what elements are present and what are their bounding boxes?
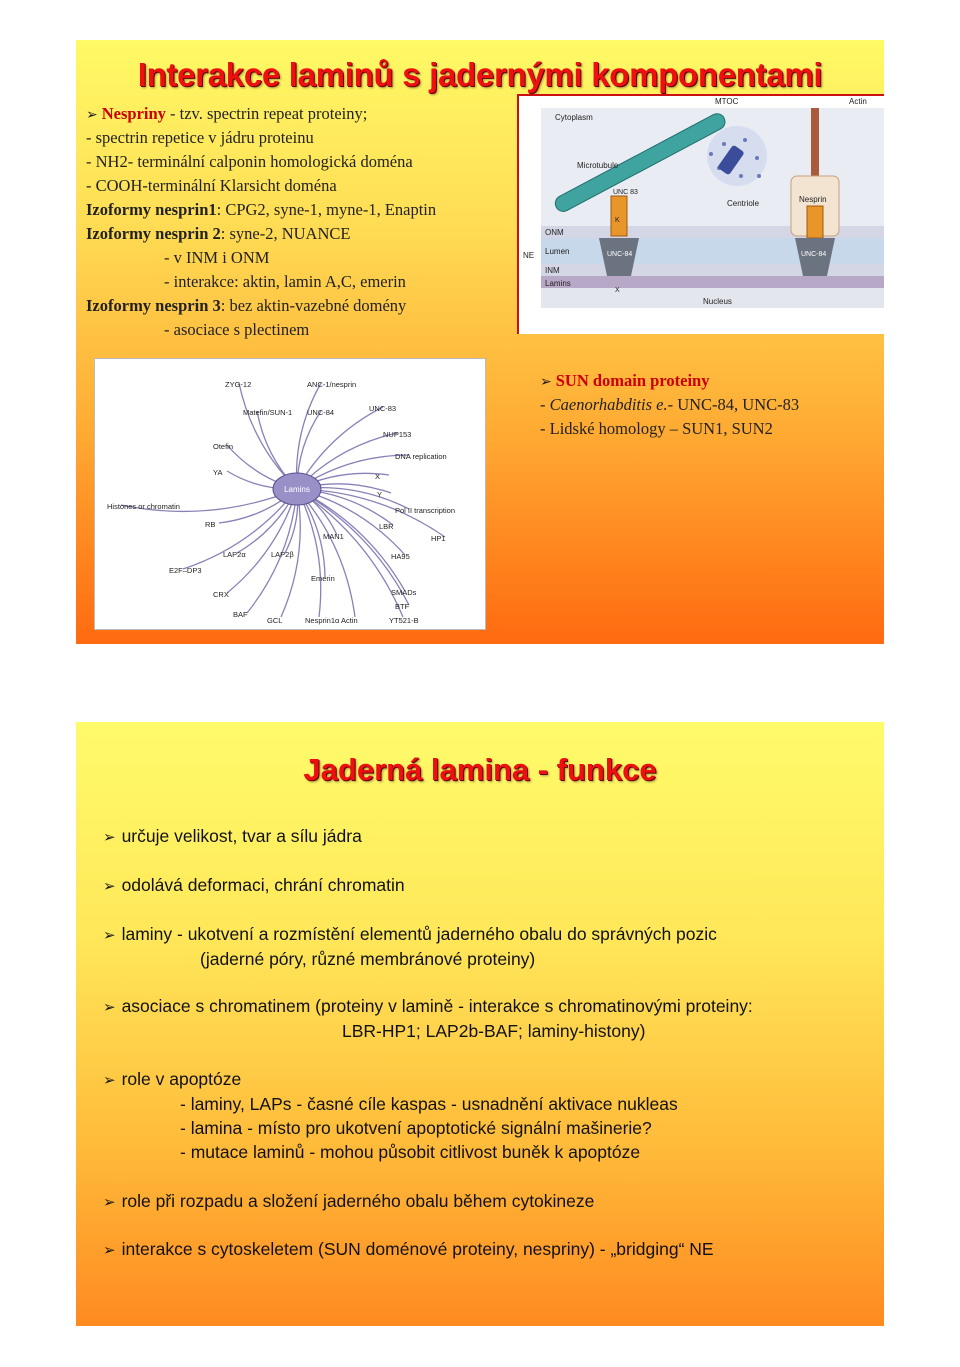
network-node-label: ANC-1/nesprin	[307, 380, 357, 389]
bullet-item	[103, 877, 405, 895]
arrow-bullet-icon: ➢	[103, 828, 116, 846]
label-unc84: UNC-84	[607, 251, 633, 258]
slide-2	[76, 722, 884, 1326]
network-node-label: X	[375, 472, 381, 481]
isoform3-line	[86, 298, 406, 315]
network-node-label: Matefin/SUN-1	[243, 408, 293, 417]
isoform1-line	[86, 202, 436, 219]
bullet-sub-text: - laminy, LAPs - časné cíle kaspas - usnadnění aktivace nukleas	[180, 1094, 678, 1114]
arrow-bullet-icon: ➢	[103, 1241, 116, 1259]
network-node-label: UNC-83	[369, 404, 397, 413]
network-node-label: CRX	[213, 590, 229, 599]
isoform3-text: : bez aktin-vazebné domény	[220, 296, 407, 315]
network-node-label: ZYG-12	[225, 380, 252, 389]
bullet-item	[103, 998, 753, 1016]
text-line: - COOH-terminální Klarsicht doména	[86, 176, 337, 195]
sun-species: Caenorhabditis e.	[549, 395, 668, 414]
arrow-bullet-icon: ➢	[103, 1193, 116, 1211]
network-node-label: Pol II transcription	[395, 506, 456, 515]
label-nucleus: Nucleus	[703, 297, 732, 306]
inm-membrane	[541, 264, 884, 276]
isoform1-label: Izoformy nesprin1	[86, 200, 217, 219]
label-inm: INM	[545, 266, 560, 275]
label-nesprin: Nesprin	[799, 195, 827, 204]
label-centriole: Centriole	[727, 199, 760, 208]
network-node-label: SMADs	[391, 588, 417, 597]
bullet-text: interakce s cytoskeletem (SUN doménové proteiny, nespriny) - „bridging“ NE	[121, 1239, 714, 1259]
label-ne: NE	[523, 251, 535, 260]
bullet-item	[103, 828, 362, 846]
network-node-label: Nesprin1α	[305, 616, 340, 625]
network-node-label: Histones or chromatin	[107, 502, 180, 511]
network-node-label: E2F–DP3	[169, 566, 202, 575]
sun-heading-line	[540, 373, 709, 390]
network-node-label: GCL	[267, 616, 283, 625]
label-microtubule: Microtubule	[577, 161, 619, 170]
network-node-label: LAP2α	[223, 550, 246, 559]
network-node-label: YA	[213, 468, 223, 477]
nespriny-term: Nespriny	[101, 104, 166, 123]
lamins-center-label: Lamins	[284, 485, 310, 494]
network-node-label: UNC-84	[307, 408, 335, 417]
lamin-interaction-network	[94, 358, 486, 630]
arrow-bullet-icon: ➢	[540, 374, 552, 390]
label-lumen: Lumen	[545, 247, 570, 256]
lamin-network-svg	[95, 359, 485, 629]
text-line: - NH2- terminální calponin homologická doména	[86, 152, 413, 171]
label-x: X	[615, 287, 620, 294]
isoform1-text: : CPG2, syne-1, myne-1, Enaptin	[216, 200, 437, 219]
network-node-label: BAF	[233, 610, 248, 619]
network-node-label: HA95	[391, 552, 410, 561]
label-unc83: UNC 83	[613, 189, 638, 196]
slide-1	[76, 40, 884, 644]
isoform3-label: Izoformy nesprin 3	[86, 296, 221, 315]
sun-heading: SUN domain proteiny	[555, 371, 710, 390]
label-onm: ONM	[545, 228, 564, 237]
network-node-label: DNA replication	[395, 452, 447, 461]
isoform2-text: : syne-2, NUANCE	[220, 224, 351, 243]
bullet-item	[103, 926, 717, 944]
network-node-label: Otefin	[213, 442, 234, 451]
bullet-text: laminy - ukotvení a rozmístění elementů jaderného obalu do správných pozic	[121, 924, 717, 944]
slide-1-title: Interakce laminů s jadernými komponentami	[137, 56, 823, 93]
network-node-label: Y	[377, 490, 383, 499]
bullet-text: role při rozpadu a složení jaderného obalu během cytokineze	[121, 1191, 595, 1211]
arrow-bullet-icon: ➢	[86, 107, 98, 123]
arrow-bullet-icon: ➢	[103, 926, 116, 944]
network-node-label: RB	[205, 520, 216, 529]
bullet-sub-text: - lamina - místo pro ukotvení apoptotické signální mašinerie?	[180, 1118, 652, 1138]
arrow-bullet-icon: ➢	[103, 1071, 116, 1089]
label-k: K	[615, 217, 620, 224]
unc83-shape	[611, 196, 627, 236]
arrow-bullet-icon: ➢	[103, 877, 116, 895]
nesprin-shape	[807, 206, 823, 238]
sun-line-1-prefix: -	[540, 395, 550, 414]
network-node-label: Emerin	[311, 574, 335, 583]
bullet-item	[103, 1193, 594, 1211]
bullet-text: odolává deformaci, chrání chromatin	[121, 875, 405, 895]
network-node-label: BTF	[395, 602, 410, 611]
bullet-sub-text: LBR-HP1; LAP2b-BAF; laminy-histony)	[342, 1021, 646, 1041]
label-unc84-b: UNC-84	[801, 251, 827, 258]
nespriny-line	[86, 106, 367, 123]
nesprin-sun-diagram	[517, 94, 884, 334]
network-node-label: LAP2β	[271, 550, 294, 559]
label-mtoc: MTOC	[715, 97, 739, 106]
sun-line-1-rest: - UNC-84, UNC-83	[667, 395, 800, 414]
network-node-label: YT521-B	[389, 616, 419, 625]
isoform2-line	[86, 226, 350, 243]
bullet-text: určuje velikost, tvar a sílu jádra	[121, 826, 362, 846]
network-edge	[239, 383, 297, 489]
label-lamins: Lamins	[545, 279, 571, 288]
network-node-label: HP1	[431, 534, 446, 543]
network-node-label: MAN1	[323, 532, 344, 541]
text-line: - spectrin repetice v jádru proteinu	[86, 128, 314, 147]
sun-line-2: - Lidské homology – SUN1, SUN2	[540, 419, 773, 438]
bullet-item	[103, 1071, 241, 1089]
isoform2-sub-line: - interakce: aktin, lamin A,C, emerin	[164, 272, 406, 291]
sun-line-1	[540, 397, 799, 414]
bullet-sub-text: - mutace laminů - mohou působit citlivost buněk k apoptóze	[180, 1142, 641, 1162]
label-actin: Actin	[849, 97, 867, 106]
slide-2-title: Jaderná lamina - funkce	[303, 752, 657, 787]
bullet-sub-text: (jaderné póry, různé membránové proteiny)	[200, 949, 536, 969]
nespriny-rest: - tzv. spectrin repeat proteiny;	[165, 104, 368, 123]
isoform2-sub-line: - v INM i ONM	[164, 248, 270, 267]
bullet-item	[103, 1241, 714, 1259]
isoform2-label: Izoformy nesprin 2	[86, 224, 221, 243]
isoform3-sub-line: - asociace s plectinem	[164, 320, 310, 339]
network-node-label: LBR	[379, 522, 394, 531]
bullet-text: asociace s chromatinem (proteiny v lamině - interakce s chromatinovými proteiny:	[121, 996, 753, 1016]
lamins-band	[541, 276, 884, 288]
label-cytoplasm: Cytoplasm	[555, 113, 593, 122]
network-node-label: NUP153	[383, 430, 412, 439]
arrow-bullet-icon: ➢	[103, 998, 116, 1016]
nesprin-sun-diagram-svg	[519, 96, 884, 334]
network-node-label: Actin	[341, 616, 358, 625]
bullet-text: role v apoptóze	[121, 1069, 242, 1089]
mtoc-cloud	[707, 126, 767, 186]
